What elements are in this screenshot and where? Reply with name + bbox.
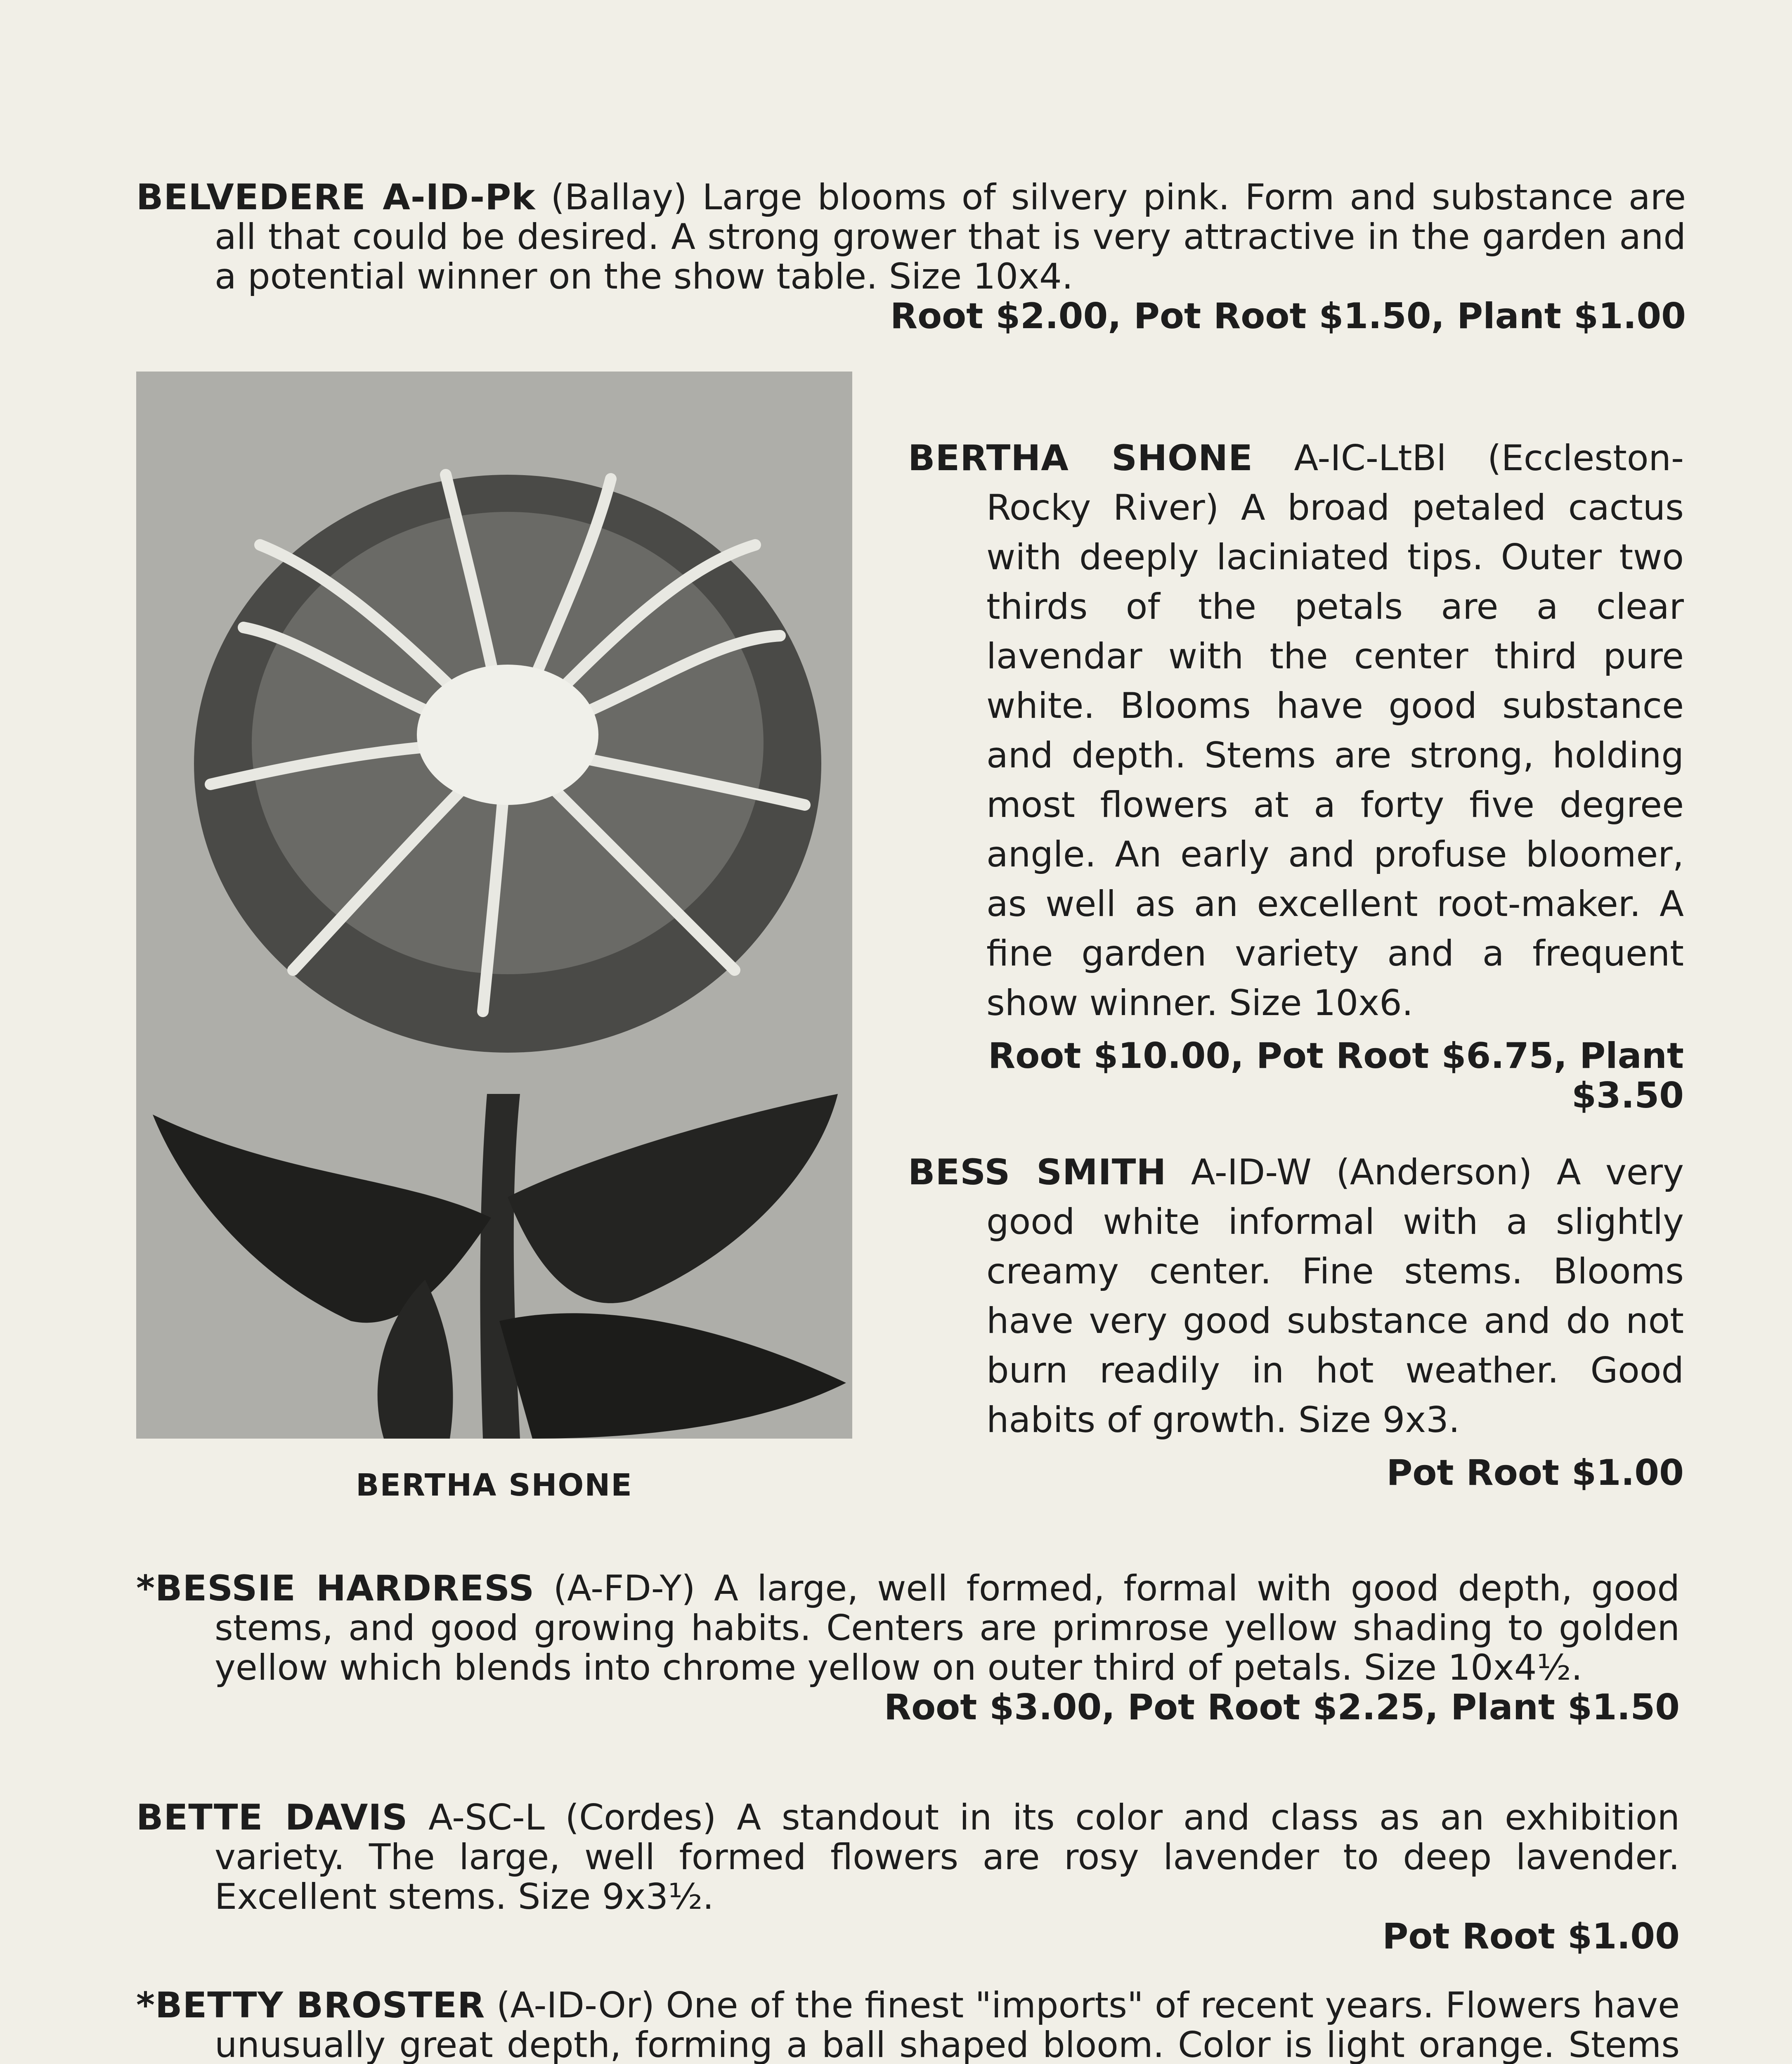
entry-code: A-SC-L <box>428 1797 545 1838</box>
entry-description: One of the finest "imports" of recent years. Flowers have unusually great depth, forming a ball shaped bloom. Color is light orange. Stems <box>215 1985 1680 2064</box>
entry-price: Root $3.00, Pot Root $2.25, Plant $1.50 <box>884 1687 1680 1728</box>
entry-description: (Eccleston-Rocky River) A broad petaled cactus with deeply laciniated tips. Outer two thirds of the petals are a clear lavendar with the center third pure white. Blooms have good substance and depth. Stems are strong, holding most flowers at a forty five degree angle. An early and profuse bloomer, as well as an excellent root-maker. A fine garden variety and a frequent show winner. Size 10x6. <box>986 438 1684 1024</box>
entry-description: A large, well formed, formal with good depth, good stems, and good growing habits. Centers are primrose yellow shading to golden yellow which blends into chrome yellow on outer third of petals. Size 10x4½. <box>215 1568 1680 1688</box>
entry-price: Pot Root $1.00 <box>1382 1916 1680 1957</box>
entry-price: Root $10.00, Pot Root $6.75, Plant $3.50 <box>988 1035 1684 1116</box>
entry-bertha-shone <box>908 433 1684 1115</box>
entry-name: BETTE DAVIS <box>136 1797 408 1838</box>
entry-name: *BESSIE HARDRESS <box>136 1568 535 1609</box>
entry-code: A-IC-LtBl <box>1294 438 1447 479</box>
entry-bette-davis <box>136 1798 1680 1956</box>
entry-name: BELVEDERE A-ID-Pk <box>136 177 536 218</box>
entry-code: (A-FD-Y) <box>553 1568 695 1609</box>
entry-price: Root $2.00, Pot Root $1.50, Plant $1.00 <box>890 296 1686 337</box>
dahlia-image <box>136 372 852 1439</box>
entry-name: BERTHA SHONE <box>908 438 1253 479</box>
entry-description: (Cordes) A standout in its color and class as an exhibition variety. The large, well formed flowers are rosy lavender to deep lavender. Excellent stems. Size 9x3½. <box>215 1797 1680 1917</box>
entry-belvedere <box>136 178 1686 336</box>
bertha-shone-photo <box>136 372 852 1439</box>
entry-description: (Ballay) Large blooms of silvery pink. Form and substance are all that could be desired. A strong grower that is very attractive in the garden and a potential winner on the show table. Size 10x4. <box>215 177 1686 297</box>
entry-code: (A-ID-Or) <box>496 1985 655 2026</box>
entry-name: *BETTY BROSTER <box>136 1985 485 2026</box>
entry-betty-broster <box>136 1986 1680 2064</box>
photo-caption: BERTHA SHONE <box>356 1468 633 1503</box>
entry-bessie-hardress <box>136 1569 1680 1727</box>
entry-price: Pot Root $1.00 <box>1386 1452 1684 1494</box>
entry-description: (Anderson) A very good white informal with a slightly creamy center. Fine stems. Blooms have very good substance and do not burn readily in hot weather. Good habits of growth. Size 9x3. <box>986 1152 1684 1441</box>
entry-bess-smith <box>908 1148 1684 1493</box>
entry-name: BESS SMITH <box>908 1152 1167 1193</box>
entry-code: A-ID-W <box>1191 1152 1312 1193</box>
